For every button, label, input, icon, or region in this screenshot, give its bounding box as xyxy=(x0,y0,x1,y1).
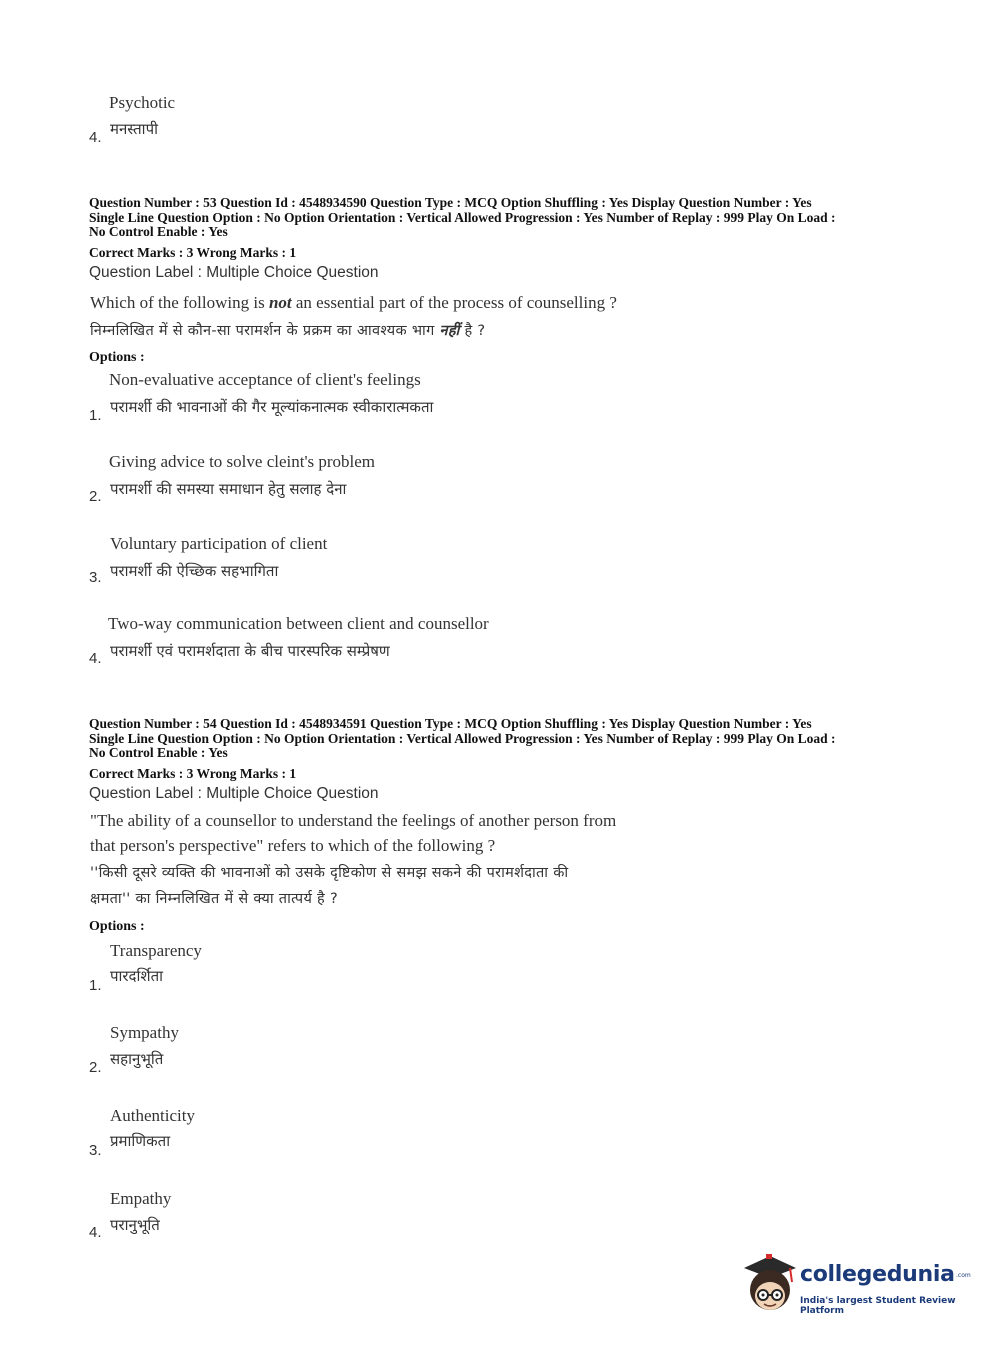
q54-meta xyxy=(89,717,919,761)
logo-tagline: India's largest Student Review Platform xyxy=(800,1296,956,1316)
q54-text-en-line2: that person's perspective" refers to which of the following ? xyxy=(90,836,496,855)
q54-label: Question Label : Multiple Choice Question xyxy=(89,785,379,802)
q54-option-4-number: 4. xyxy=(89,1224,102,1241)
q53-text-en xyxy=(90,293,617,313)
q53-option-3-en: Voluntary participation of client xyxy=(110,534,328,553)
q54-option-2-hi: सहानुभूति xyxy=(110,1050,164,1068)
q53-text-en-post: an essential part of the process of counselling ? xyxy=(291,293,617,312)
q54-option-3-number: 3. xyxy=(89,1142,102,1159)
q54-option-4-en: Empathy xyxy=(110,1189,172,1208)
q53-options-heading: Options : xyxy=(89,350,145,365)
q54-meta-line3: No Control Enable : Yes xyxy=(89,745,228,760)
q54-marks: Correct Marks : 3 Wrong Marks : 1 xyxy=(89,766,297,781)
q53-option-2-number: 2. xyxy=(89,488,102,505)
q53-option-4-number: 4. xyxy=(89,650,102,667)
prev-option-4-number: 4. xyxy=(89,129,102,146)
q53-text-hi-post: है ? xyxy=(459,323,486,339)
q53-option-1-number: 1. xyxy=(89,407,102,424)
q54-text-hi-line1: ''किसी दूसरे व्यक्ति की भावनाओं को उसके दृष्टिकोण से समझ सकने की परामर्शदाता की xyxy=(90,865,569,881)
mascot-icon xyxy=(740,1250,800,1316)
q54-option-1-en: Transparency xyxy=(110,941,202,960)
q54-options-heading: Options : xyxy=(89,919,145,934)
logo-wordmark: collegedunia xyxy=(800,1262,955,1287)
q53-text-en-pre: Which of the following is xyxy=(90,293,269,312)
prev-option-4-hi: मनस्तापी xyxy=(110,120,158,138)
q54-option-2-en: Sympathy xyxy=(110,1023,179,1042)
q53-meta xyxy=(89,196,919,240)
q53-text-hi-pre: निम्नलिखित में से कौन-सा परामर्शन के प्रक्रम का आवश्यक भाग xyxy=(90,323,440,339)
q53-text-hi xyxy=(90,320,485,340)
collegedunia-logo xyxy=(740,1250,975,1320)
q53-option-3-number: 3. xyxy=(89,569,102,586)
q54-option-3-en: Authenticity xyxy=(110,1106,195,1125)
q53-option-2-en: Giving advice to solve cleint's problem xyxy=(109,452,376,471)
q53-option-1-en: Non-evaluative acceptance of client's feelings xyxy=(109,370,421,389)
q54-meta-line2: Single Line Question Option : No Option Orientation : Vertical Allowed Progression : Yes Number of Replay : 999 Play On Load : xyxy=(89,730,836,746)
q53-meta-line2: Single Line Question Option : No Option Orientation : Vertical Allowed Progression : Yes Number of Replay : 999 Play On Load : xyxy=(89,209,836,225)
q53-option-3-hi: परामर्शी की ऐच्छिक सहभागिता xyxy=(110,562,279,580)
q54-option-3-hi: प्रमाणिकता xyxy=(110,1132,171,1150)
q53-text-en-emphasis: not xyxy=(268,293,292,312)
q54-meta-line1: Question Number : 54 Question Id : 4548934591 Question Type : MCQ Option Shuffling : Yes Display Question Number : Yes xyxy=(89,716,812,731)
q54-text-en-line1: "The ability of a counsellor to understand the feelings of another person from xyxy=(90,811,617,830)
q53-option-2-hi: परामर्शी की समस्या समाधान हेतु सलाह देना xyxy=(110,480,347,498)
q53-text-hi-emphasis: नहीं xyxy=(439,323,460,339)
q54-option-2-number: 2. xyxy=(89,1059,102,1076)
q53-marks: Correct Marks : 3 Wrong Marks : 1 xyxy=(89,245,297,260)
q53-meta-line3: No Control Enable : Yes xyxy=(89,224,228,239)
q53-label: Question Label : Multiple Choice Question xyxy=(89,264,379,281)
q53-option-4-en: Two-way communication between client and counsellor xyxy=(108,614,489,633)
prev-option-4-en: Psychotic xyxy=(109,93,176,112)
q53-option-4-hi: परामर्शी एवं परामर्शदाता के बीच पारस्परिक सम्प्रेषण xyxy=(110,642,390,660)
q53-meta-line1: Question Number : 53 Question Id : 4548934590 Question Type : MCQ Option Shuffling : Yes Display Question Number : Yes xyxy=(89,195,812,210)
q54-option-1-number: 1. xyxy=(89,977,102,994)
q53-option-1-hi: परामर्शी की भावनाओं की गैर मूल्यांकनात्मक स्वीकारात्मकता xyxy=(110,398,434,416)
q54-option-4-hi: परानुभूति xyxy=(110,1216,160,1234)
logo-domain-suffix: .com xyxy=(956,1272,971,1279)
q54-text-hi-line2: क्षमता'' का निम्नलिखित में से क्या तात्पर्य है ? xyxy=(90,891,338,907)
q54-option-1-hi: पारदर्शिता xyxy=(110,967,164,985)
